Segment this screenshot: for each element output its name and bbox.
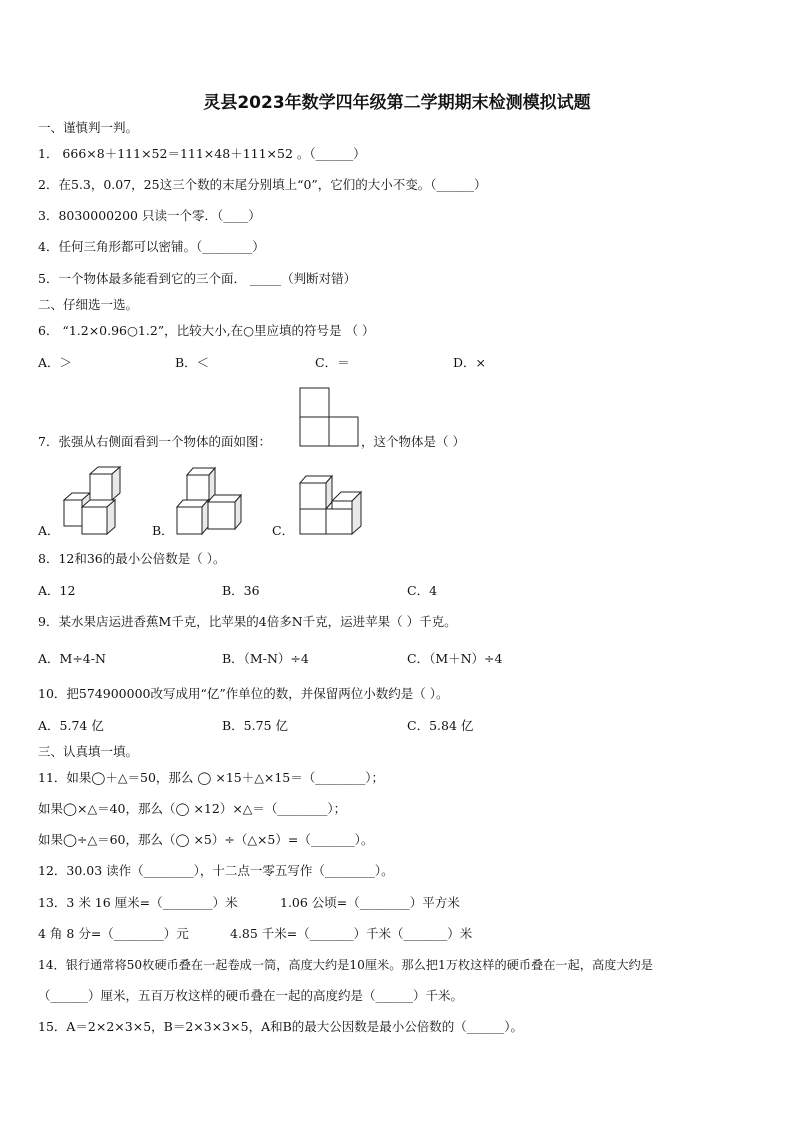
question-10: 10．把574900000改写成用“亿”作单位的数，并保留两位小数约是（ ）。 xyxy=(38,686,449,701)
question-11-line-1: 11．如果◯＋△＝50，那么 ◯ ×15＋△×15＝（________）； xyxy=(38,770,384,785)
q8-option-c: C．4 xyxy=(407,583,438,598)
question-13-line-1a: 13．3 米 16 厘米=（________）米 xyxy=(38,895,238,910)
question-1: 1． 666×8＋111×52＝111×48＋111×52 。（______） xyxy=(38,146,366,161)
q7-option-b: B． xyxy=(152,523,174,538)
q7-option-b-cubes xyxy=(175,466,245,536)
question-6: 6． “1.2×0.96○1.2”，比较大小,在○里应填的符号是 （ ） xyxy=(38,323,375,338)
question-14-line-1: 14．银行通常将50枚硬币叠在一起卷成一筒，高度大约是10厘米。那么把1万枚这样的硬币叠在一起，高度大约是 xyxy=(38,958,653,972)
q6-option-d: D．× xyxy=(453,355,486,370)
question-3: 3．8030000200 只读一个零．（____） xyxy=(38,208,261,223)
section-heading-3: 三、认真填一填。 xyxy=(38,744,139,759)
question-11-line-3: 如果◯÷△＝60，那么（◯ ×5）÷（△×5）=（_______）。 xyxy=(38,832,374,847)
side-view-square-bottom-right xyxy=(329,417,358,446)
q7-side-view-figure xyxy=(300,388,360,448)
q9-option-a: A．M÷4-N xyxy=(38,651,106,666)
question-12: 12．30.03 读作（________），十二点一零五写作（________）。 xyxy=(38,863,394,878)
question-9: 9．某水果店运进香蕉M千克，比苹果的4倍多N千克，运进苹果（ ）千克。 xyxy=(38,614,457,629)
question-7-stem-a: 7．张强从右侧面看到一个物体的面如图： xyxy=(38,434,271,449)
question-11-line-2: 如果◯×△＝40，那么（◯ ×12）×△＝（________）； xyxy=(38,801,347,816)
question-5: 5．一个物体最多能看到它的三个面． _____（判断对错） xyxy=(38,271,357,286)
q7-option-c-cubes xyxy=(298,474,366,536)
question-2: 2．在5.3，0.07，25这三个数的末尾分别填上“0”，它们的大小不变。（______） xyxy=(38,177,487,192)
q8-option-a: A．12 xyxy=(38,583,76,598)
q6-option-c: C．＝ xyxy=(315,355,350,370)
side-view-square-bottom-left xyxy=(300,417,329,446)
question-4: 4．任何三角形都可以密铺。（________） xyxy=(38,239,265,254)
q10-option-b: B．5.75 亿 xyxy=(222,718,288,733)
q7-option-c: C． xyxy=(272,523,295,538)
section-heading-1: 一、谨慎判一判。 xyxy=(38,120,139,135)
q6-option-b: B．＜ xyxy=(175,355,210,370)
page-title: 灵县2023年数学四年级第二学期期末检测模拟试题 xyxy=(203,93,591,113)
question-15: 15．A＝2×2×3×5，B＝2×3×3×5，A和B的最大公因数是最小公倍数的（______）。 xyxy=(38,1019,524,1034)
side-view-square-top xyxy=(300,388,329,417)
question-14-line-2: （______）厘米，五百万枚这样的硬币叠在一起的高度约是（______）千米。 xyxy=(38,988,464,1003)
q7-option-a-cubes xyxy=(62,466,127,536)
question-8: 8．12和36的最小公倍数是（ ）。 xyxy=(38,551,226,566)
q8-option-b: B．36 xyxy=(222,583,260,598)
question-13-line-2a: 4 角 8 分=（________）元 xyxy=(38,926,189,941)
q9-option-c: C．（M＋N）÷4 xyxy=(407,651,503,666)
q6-option-a: A．＞ xyxy=(38,355,73,370)
q10-option-c: C．5.84 亿 xyxy=(407,718,474,733)
q7-option-a: A． xyxy=(38,523,60,538)
question-13-line-1b: 1.06 公顷=（________）平方米 xyxy=(280,895,460,910)
q9-option-b: B．（M-N）÷4 xyxy=(222,651,309,666)
question-13-line-2b: 4.85 千米=（_______）千米（_______）米 xyxy=(230,926,473,941)
q10-option-a: A．5.74 亿 xyxy=(38,718,104,733)
section-heading-2: 二、仔细选一选。 xyxy=(38,297,139,312)
question-7-stem-b: ，这个物体是（ ） xyxy=(361,434,465,449)
